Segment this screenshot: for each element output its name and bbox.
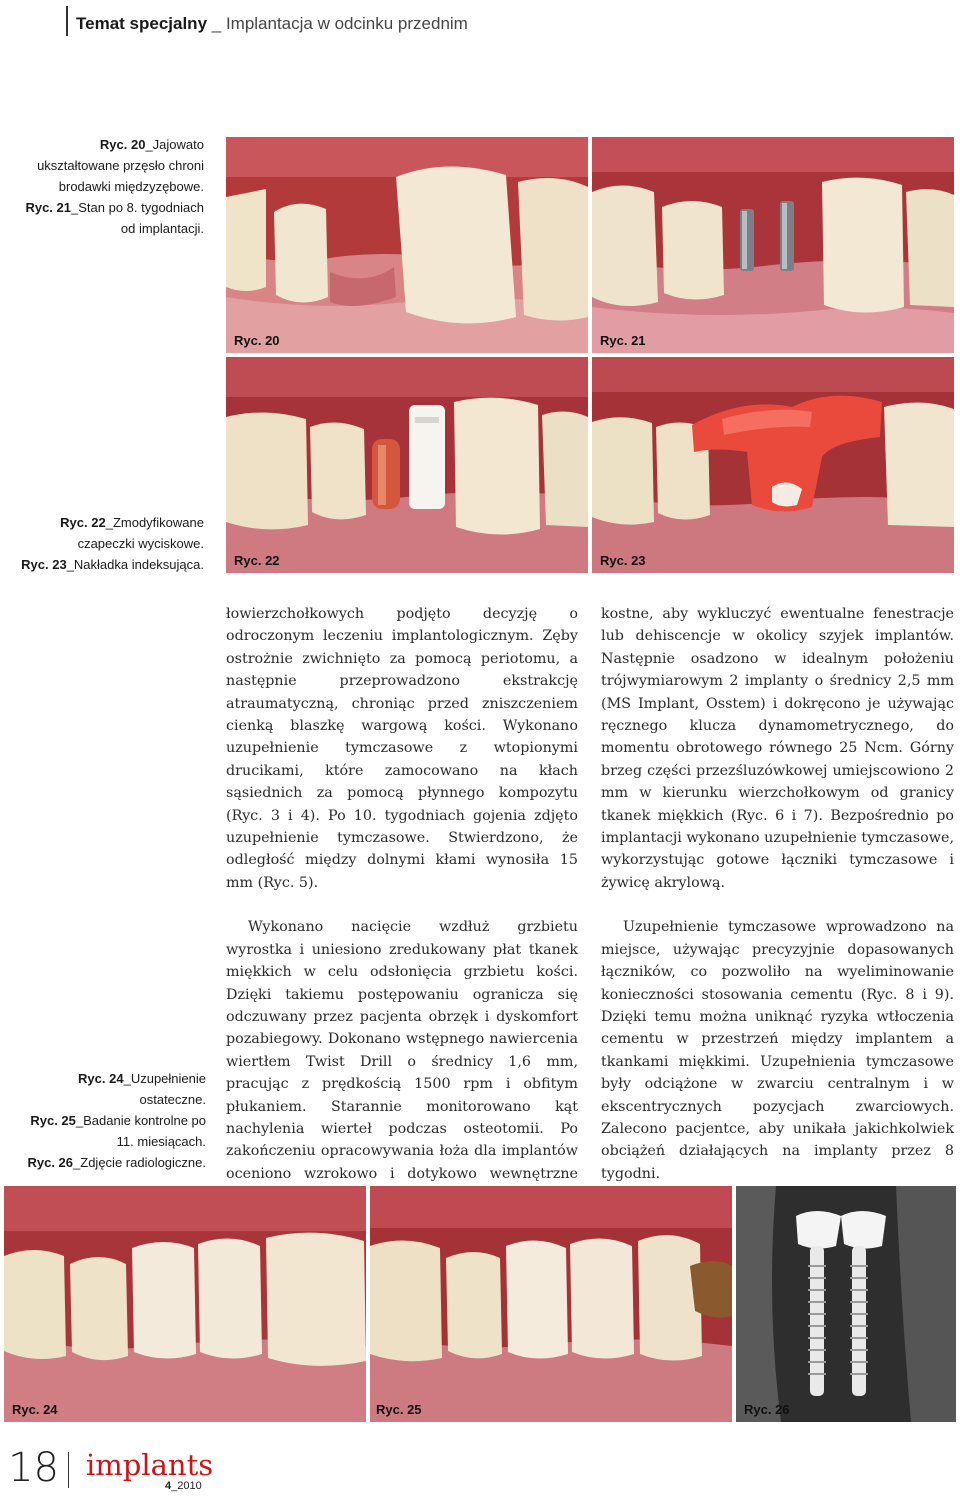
- caption-ryc24: Ryc. 24_Uzupełnienie ostateczne.: [78, 1071, 206, 1107]
- issue-year: _2010: [171, 1480, 202, 1492]
- running-header: [76, 14, 468, 34]
- header-divider: [66, 6, 68, 36]
- caption-ryc25: Ryc. 25_Badanie kontrolne po 11. miesiącach.: [30, 1113, 206, 1149]
- body-col1-paragraph-1: łowierzchołkowych podjęto decyzję o odroczonym leczeniu implantologicznym. Zęby ostrożnie zwichnięto za pomocą periotomu, a następnie przeprowadzono ekstrakcję atraumatyczną, chroniąc przed zniszczeniem cienką blaszkę wargową kości. Wykonano uzupełnienie tymczasowe z wtopionymi drucikami, które zamocowano na kłach sąsiednich za pomocą płynnego kompozytu (Ryc. 3 i 4). Po 10. tygodniach gojenia zdjęto uzupełnienie tymczasowe. Stwierdzono, że odległość między dolnymi kłami wynosiła 15 mm (Ryc. 5).: [226, 606, 578, 891]
- label-ryc22: Ryc. 22: [234, 553, 280, 568]
- photo-ryc23-image: [592, 357, 954, 573]
- body-col1-paragraph-2: Wykonano nacięcie wzdłuż grzbietu wyrostka i uniesiono zredukowany płat tkanek miękkich w celu odsłonięcia grzbietu kości. Dzięki takiemu postępowaniu ogranicza się odczuwany przez pacjenta obrzęk i dyskomfort pozabiegowy. Dokonano wstępnego nawiercenia wiertłem Twist Drill o średnicy 1,6 mm, pracując z prędkością 1500 rpm i obfitym płukaniem. Starannie monitorowano kąt nachylenia wierteł podczas osteotomii. Po zakończeniu opracowywania łoża dla implantów oceniono wzrokowo i dotykowo wewnętrzne: [226, 919, 578, 1182]
- photo-ryc22-image: [226, 357, 588, 573]
- caption-group-24-26: [14, 1068, 206, 1173]
- label-ryc21: Ryc. 21: [600, 333, 646, 348]
- body-col2-paragraph-2: Uzupełnienie tymczasowe wprowadzono na miejsce, używając precyzyjnie dopasowanych łączników, co pozwoliło na wyeliminowanie konieczności stosowania cementu (Ryc. 8 i 9). Dzięki temu można uniknąć ryzyka wtłoczenia cementu w przestrzeń między implantem a tkankami miękkimi. Uzupełnienia tymczasowe były odciążone w zwarciu centralnym i w ekscentrycznych pozycjach zwarciowych. Zalecono pacjentce, aby unikała jakichkolwiek obciążeń działających na implanty przez 8 tygodni.: [601, 919, 954, 1182]
- label-ryc23: Ryc. 23: [600, 553, 646, 568]
- caption-ryc22: Ryc. 22_Zmodyfikowane czapeczki wyciskowe.: [60, 515, 204, 551]
- caption-ryc23: Ryc. 23_Nakładka indeksująca.: [21, 557, 204, 572]
- footer-divider: [68, 1452, 69, 1488]
- caption-ryc20: Ryc. 20_Jajowato ukształtowane przęsło chroni brodawki międzyzębowe.: [37, 137, 204, 194]
- header-subtitle: Implantacja w odcinku przednim: [225, 14, 468, 33]
- photo-ryc20-image: [226, 137, 588, 353]
- photo-ryc21-image: [592, 137, 954, 353]
- photo-ryc26-image: [736, 1186, 956, 1422]
- body-col2-paragraph-1: kostne, aby wykluczyć ewentualne fenestracje lub dehiscencje w okolicy szyjek implantów. Następnie osadzono w idealnym położeniu trójwymiarowym 2 implanty o średnicy 2,5 mm (MS Implant, Osstem) i dokręcono je używając ręcznego klucza dynamometrycznego, do momentu obrotowego równego 25 Ncm. Górny brzeg części przezśluzówkowej umiejscowiono 2 mm w kierunku wierzchołkowym od granicy tkanek miękkich (Ryc. 6 i 7). Bezpośrednio po implantacji wykonano uzupełnienie tymczasowe, wykorzystując gotowe łączniki tymczasowe i żywicę akrylową.: [601, 606, 954, 891]
- issue-label: [165, 1480, 202, 1492]
- brand-logo: implants: [86, 1448, 214, 1482]
- header-section: Temat specjalny: [76, 14, 208, 33]
- caption-ryc26: Ryc. 26_Zdjęcie radiologiczne.: [27, 1155, 206, 1170]
- caption-ryc21: Ryc. 21_Stan po 8. tygodniach od implantacji.: [25, 200, 204, 236]
- photo-ryc24: [4, 1186, 366, 1422]
- label-ryc24: Ryc. 24: [12, 1402, 58, 1417]
- photo-ryc21: [592, 137, 954, 353]
- photo-ryc26: [736, 1186, 956, 1422]
- label-ryc25: Ryc. 25: [376, 1402, 422, 1417]
- caption-group-22-23: [14, 512, 204, 575]
- photo-ryc25-image: [370, 1186, 732, 1422]
- header-separator: _: [207, 14, 226, 33]
- photo-ryc22: [226, 357, 588, 573]
- label-ryc20: Ryc. 20: [234, 333, 280, 348]
- photo-ryc25: [370, 1186, 732, 1422]
- body-column-2: [601, 603, 954, 1185]
- caption-group-20-21: [14, 134, 204, 239]
- photo-ryc24-image: [4, 1186, 366, 1422]
- issue-number: 4: [165, 1480, 172, 1492]
- body-column-1: [226, 603, 578, 1208]
- label-ryc26: Ryc. 26: [744, 1402, 790, 1417]
- photo-ryc23: [592, 357, 954, 573]
- page-number: 18: [8, 1445, 59, 1491]
- photo-ryc20: [226, 137, 588, 353]
